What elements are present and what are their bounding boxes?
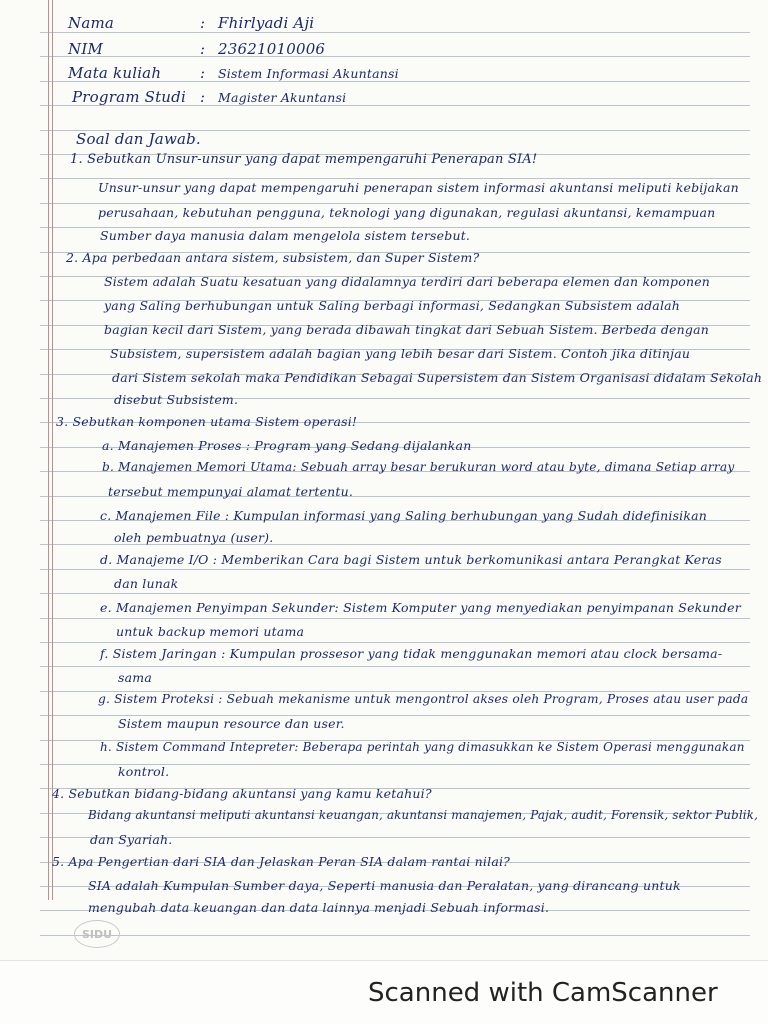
handwritten-line: 5. Apa Pengertian dari SIA dan Jelaskan Peran SIA dalam rantai nilai? bbox=[52, 854, 511, 869]
handwritten-line: 2. Apa perbedaan antara sistem, subsistem, dan Super Sistem? bbox=[66, 250, 480, 265]
ruled-line bbox=[40, 32, 750, 33]
label-mata-kuliah: Mata kuliah bbox=[68, 64, 162, 82]
ruled-line bbox=[40, 569, 750, 570]
handwritten-line: Unsur-unsur yang dapat mempengaruhi penerapan sistem informasi akuntansi meliputi kebijakan bbox=[98, 180, 739, 195]
handwritten-line: Subsistem, supersistem adalah bagian yang lebih besar dari Sistem. Contoh jika ditinjau bbox=[110, 346, 691, 361]
handwritten-line: kontrol. bbox=[118, 764, 170, 779]
label-program-studi: Program Studi bbox=[72, 88, 186, 106]
handwritten-line: Sumber daya manusia dalam mengelola sistem tersebut. bbox=[100, 228, 471, 243]
value-program-studi: Magister Akuntansi bbox=[218, 90, 347, 105]
handwritten-line: perusahaan, kebutuhan pengguna, teknologi yang digunakan, regulasi akuntansi, kemampuan bbox=[98, 205, 716, 220]
handwritten-line: e. Manajemen Penyimpan Sekunder: Sistem Komputer yang menyediakan penyimpanan Sekunder bbox=[100, 600, 741, 615]
handwritten-line: tersebut mempunyai alamat tertentu. bbox=[108, 484, 354, 499]
handwritten-line: g. Sistem Proteksi : Sebuah mekanisme untuk mengontrol akses oleh Program, Proses atau user pada bbox=[98, 692, 749, 706]
handwritten-line: 1. Sebutkan Unsur-unsur yang dapat mempengaruhi Penerapan SIA! bbox=[70, 152, 538, 167]
ruled-line bbox=[40, 178, 750, 179]
ruled-line bbox=[40, 642, 750, 643]
handwritten-line: mengubah data keuangan dan data lainnya menjadi Sebuah informasi. bbox=[88, 900, 550, 915]
colon: : bbox=[200, 64, 206, 82]
value-nama: Fhirlyadi Aji bbox=[218, 14, 315, 32]
handwritten-line: yang Saling berhubungan untuk Saling berbagi informasi, Sedangkan Subsistem adalah bbox=[104, 298, 681, 313]
label-nama: Nama bbox=[68, 14, 115, 32]
handwritten-line: a. Manajemen Proses : Program yang Sedang dijalankan bbox=[102, 438, 472, 453]
margin-line bbox=[48, 0, 49, 900]
margin-line bbox=[52, 0, 53, 900]
handwritten-line: 3. Sebutkan komponen utama Sistem operasi! bbox=[56, 414, 358, 429]
ruled-line bbox=[40, 935, 750, 936]
value-nim: 23621010006 bbox=[218, 40, 326, 58]
value-mata-kuliah: Sistem Informasi Akuntansi bbox=[218, 66, 399, 81]
handwritten-line: 4. Sebutkan bidang-bidang akuntansi yang kamu ketahui? bbox=[52, 786, 432, 801]
handwritten-line: SIA adalah Kumpulan Sumber daya, Seperti manusia dan Peralatan, yang dirancang untuk bbox=[88, 878, 681, 893]
colon: : bbox=[200, 14, 206, 32]
handwritten-line: disebut Subsistem. bbox=[114, 392, 239, 407]
handwritten-line: b. Manajemen Memori Utama: Sebuah array besar berukuran word atau byte, dimana Setiap array bbox=[102, 460, 735, 474]
handwritten-line: dan lunak bbox=[114, 576, 179, 591]
colon: : bbox=[200, 88, 206, 106]
ruled-line bbox=[40, 203, 750, 204]
section-title: Soal dan Jawab. bbox=[76, 130, 201, 148]
handwritten-line: sama bbox=[118, 670, 152, 685]
handwritten-line: dan Syariah. bbox=[90, 832, 173, 847]
handwritten-line: dari Sistem sekolah maka Pendidikan Sebagai Supersistem dan Sistem Organisasi didalam Sekolah bbox=[112, 370, 763, 385]
ruled-line bbox=[40, 666, 750, 667]
brand-logo: SIDU bbox=[74, 920, 120, 948]
handwritten-line: Sistem maupun resource dan user. bbox=[118, 716, 345, 731]
ruled-line bbox=[40, 593, 750, 594]
colon: : bbox=[200, 40, 206, 58]
ruled-line bbox=[40, 56, 750, 57]
ruled-line bbox=[40, 618, 750, 619]
handwritten-line: oleh pembuatnya (user). bbox=[114, 530, 274, 545]
handwritten-line: Sistem adalah Suatu kesatuan yang didalamnya terdiri dari beberapa elemen dan komponen bbox=[104, 274, 711, 289]
handwritten-line: h. Sistem Command Intepreter: Beberapa perintah yang dimasukkan ke Sistem Operasi menggunakan bbox=[100, 740, 745, 754]
handwritten-line: bagian kecil dari Sistem, yang berada dibawah tingkat dari Sebuah Sistem. Berbeda dengan bbox=[104, 322, 710, 337]
handwritten-line: f. Sistem Jaringan : Kumpulan prossesor yang tidak menggunakan memori atau clock bersama- bbox=[100, 646, 723, 661]
label-nim: NIM bbox=[68, 40, 104, 58]
handwritten-line: Bidang akuntansi meliputi akuntansi keuangan, akuntansi manajemen, Pajak, audit, Forensik, sektor Publik, bbox=[88, 808, 759, 822]
handwritten-line: d. Manajeme I/O : Memberikan Cara bagi Sistem untuk berkomunikasi antara Perangkat Keras bbox=[100, 552, 722, 567]
scanner-watermark: Scanned with CamScanner bbox=[368, 978, 718, 1008]
handwritten-line: untuk backup memori utama bbox=[116, 624, 305, 639]
handwritten-line: c. Manajemen File : Kumpulan informasi yang Saling berhubungan yang Sudah didefinisikan bbox=[100, 508, 708, 523]
